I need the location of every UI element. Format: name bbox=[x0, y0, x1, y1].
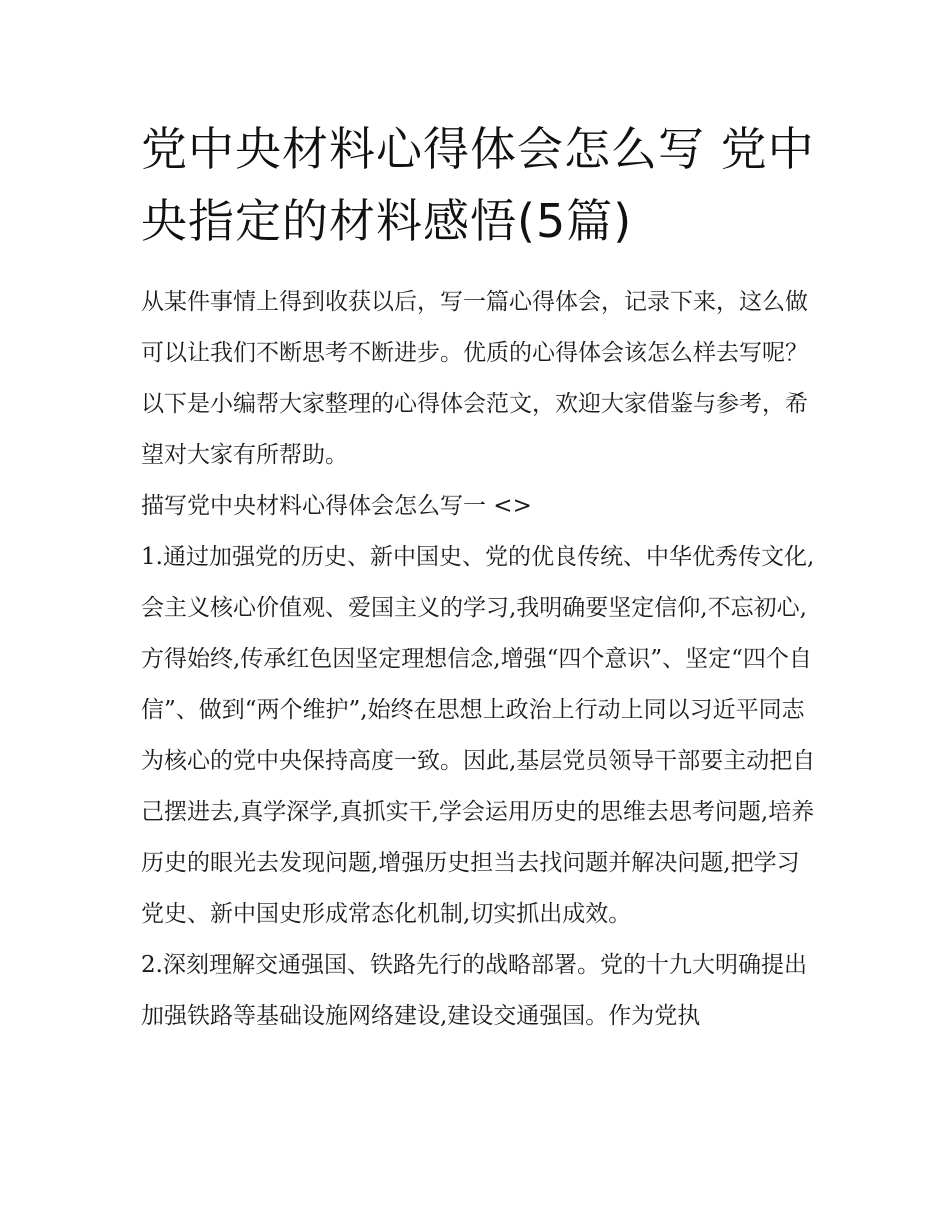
intro-paragraph: 从某件事情上得到收获以后，写一篇心得体会，记录下来，这么做可以让我们不断思考不断进步。优质的心得体会该怎么样去写呢？以下是小编帮大家整理的心得体会范文，欢迎大家借鉴与参考，希望对大家有所帮助。 bbox=[141, 289, 808, 468]
section-heading: 描写党中央材料心得体会怎么写一 <> bbox=[141, 493, 532, 519]
document-title: 党中央材料心得体会怎么写 党中央指定的材料感悟(5篇) bbox=[141, 122, 815, 248]
body-paragraph-2: 2.深刻理解交通强国、铁路先行的战略部署。党的十九大明确提出加强铁路等基础设施网络建设,建设交通强国。作为党执 bbox=[141, 952, 807, 1029]
body-paragraph-1: 1.通过加强党的历史、新中国史、党的优良传统、中华优秀传文化,会主义核心价值观、爱国主义的学习,我明确要坚定信仰,不忘初心,方得始终,传承红色因坚定理想信念,增强“四个意识”、坚定“四个自信”、做到“两个维护”,始终在思想上政治上行动上同以习近平同志为核心的党中央保持高度一致。因此,基层党员领导干部要主动把自己摆进去,真学深学,真抓实干,学会运用历史的思维去思考问题,培养历史的眼光去发现问题,增强历史担当去找问题并解决问题,把学习党史、新中国史形成常态化机制,切实抓出成效。 bbox=[141, 544, 816, 927]
document-body bbox=[141, 113, 817, 1042]
